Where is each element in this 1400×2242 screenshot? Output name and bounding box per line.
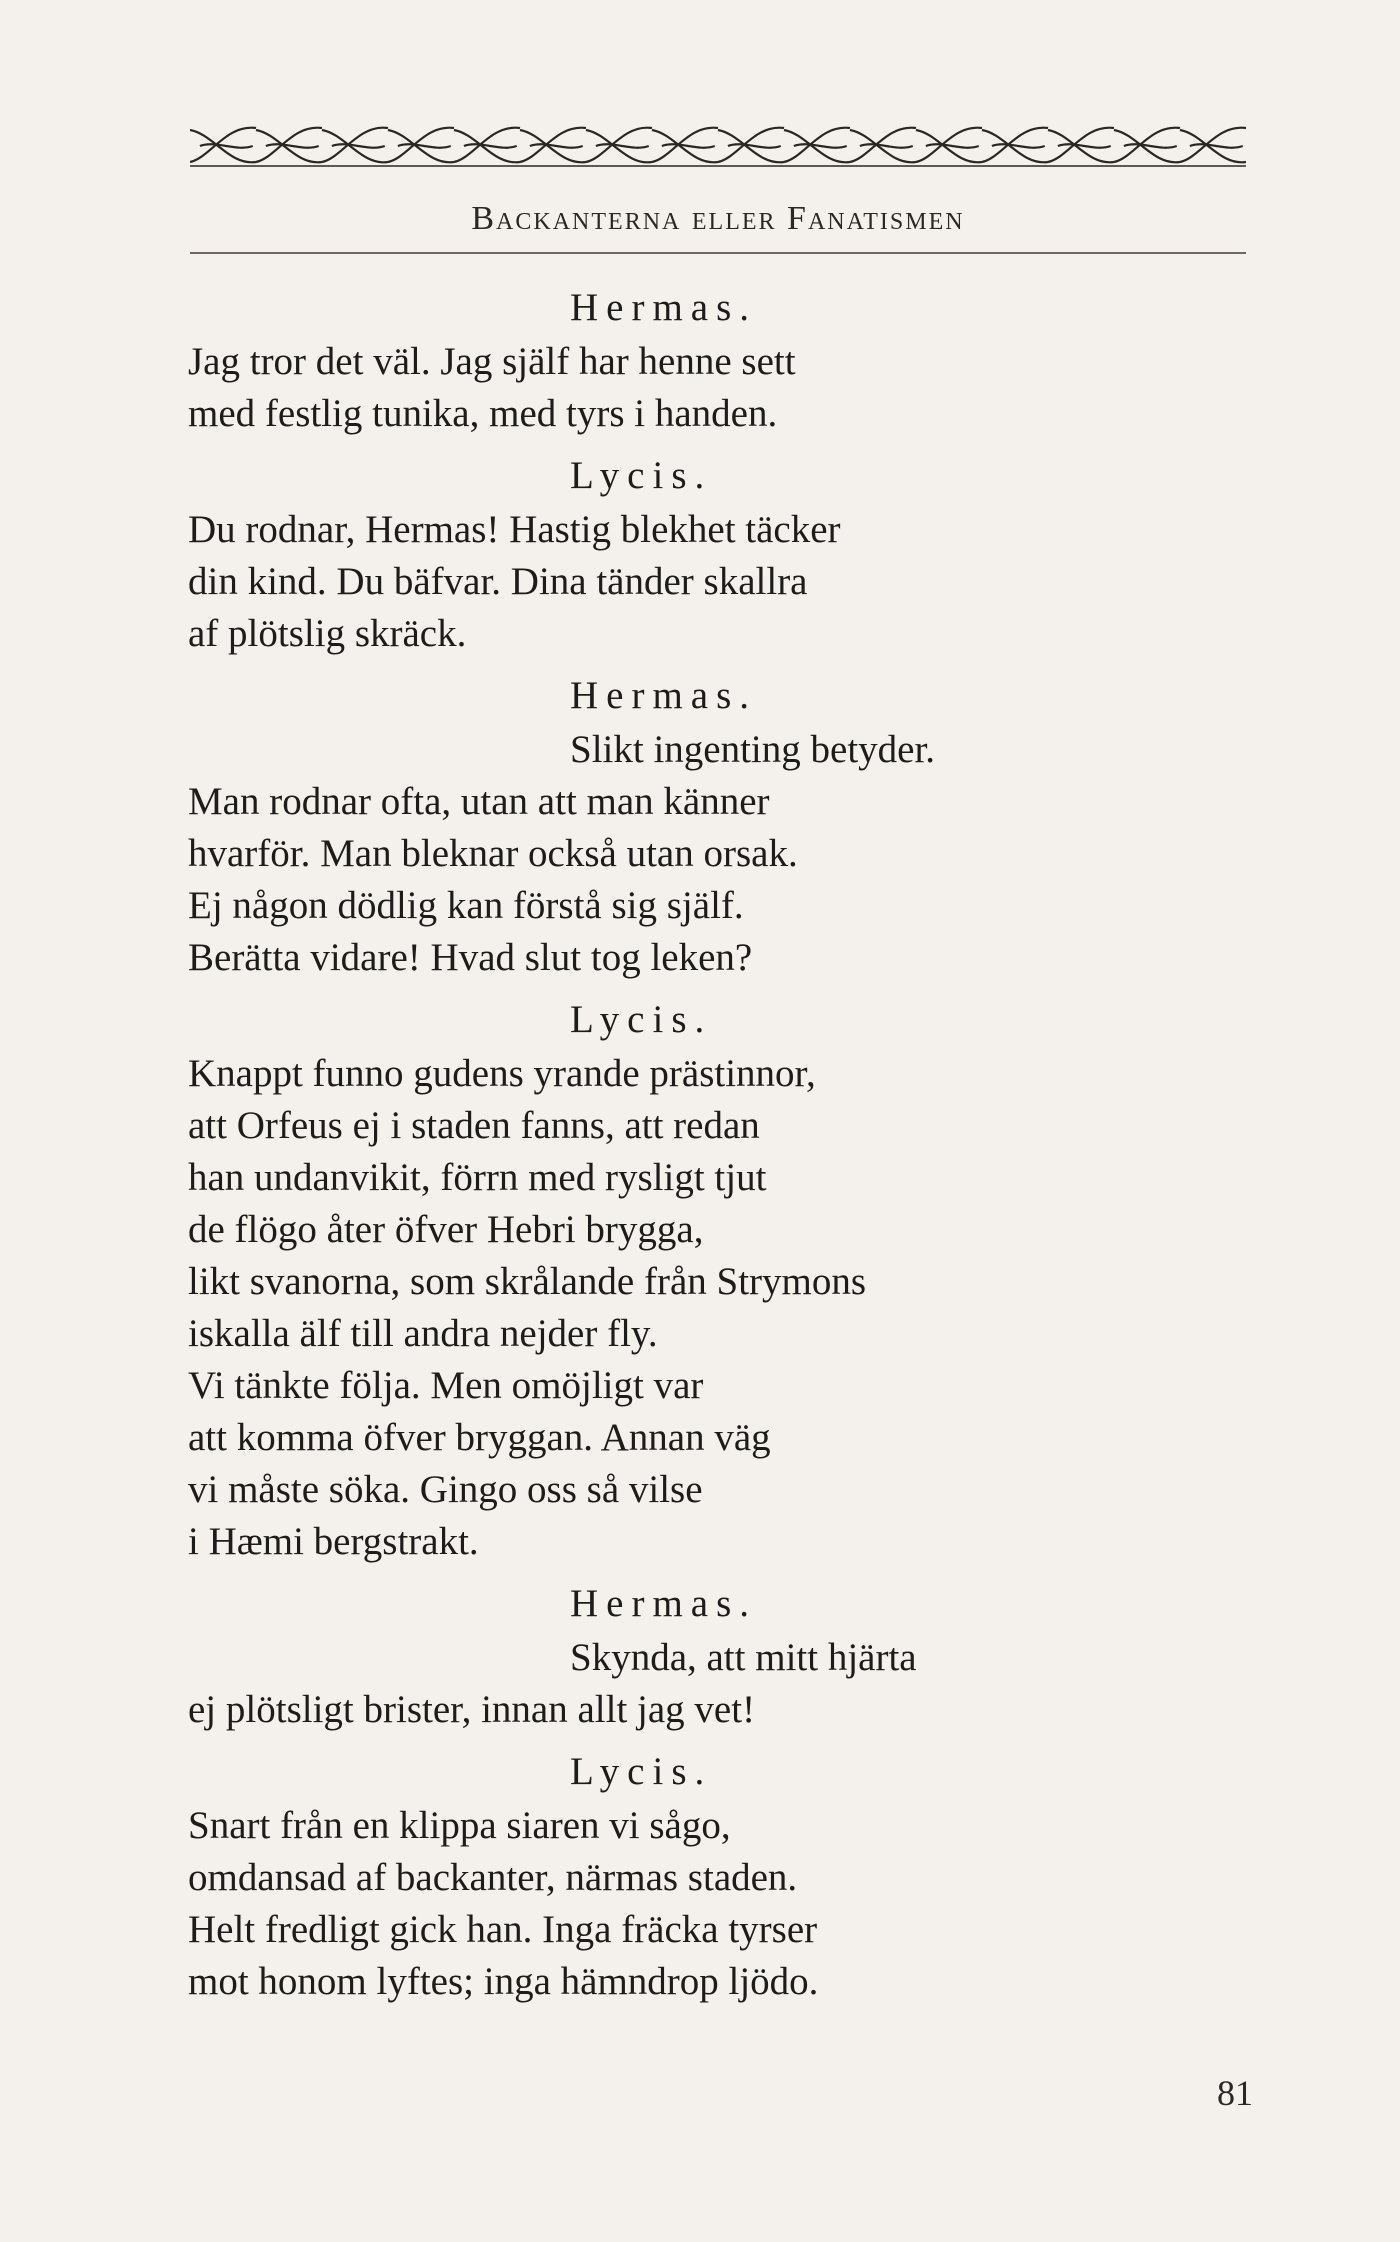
block-gap	[188, 1736, 1248, 1746]
verse-line: hvarför. Man bleknar också utan orsak.	[188, 832, 798, 875]
verse-line: Snart från en klippa siaren vi sågo,	[188, 1804, 731, 1847]
speaker-name: Lycis.	[570, 454, 713, 497]
verse-line: din kind. Du bäfvar. Dina tänder skallra	[188, 560, 808, 603]
verse-line: ej plötsligt brister, innan allt jag vet!	[188, 1688, 756, 1731]
verse-line: mot honom lyftes; inga hämndrop ljödo.	[188, 1960, 819, 2003]
poem-text	[188, 282, 1248, 2008]
header-rule	[190, 252, 1246, 254]
verse-line: med festlig tunika, med tyrs i handen.	[188, 392, 778, 435]
running-head: Backanterna eller Fanatismen	[471, 200, 965, 237]
speaker-name: Hermas.	[570, 674, 758, 717]
verse-line: Ej någon dödlig kan förstå sig själf.	[188, 884, 744, 927]
speaker-name: Hermas.	[570, 1582, 758, 1625]
verse-line: Helt fredligt gick han. Inga fräcka tyrser	[188, 1908, 818, 1951]
block-gap	[188, 440, 1248, 450]
block-gap	[188, 660, 1248, 670]
verse-line: i Hæmi bergstrakt.	[188, 1520, 479, 1563]
verse-line: Skynda, att mitt hjärta	[570, 1636, 917, 1679]
block-gap	[188, 1568, 1248, 1578]
verse-line: Berätta vidare! Hvad slut tog leken?	[188, 936, 753, 979]
verse-line: Man rodnar ofta, utan att man känner	[188, 780, 770, 823]
verse-line: Vi tänkte följa. Men omöjligt var	[188, 1364, 704, 1407]
verse-line: Knappt funno gudens yrande prästinnor,	[188, 1052, 816, 1095]
decorative-knot-border-icon	[190, 118, 1246, 174]
speaker-name: Lycis.	[570, 1750, 713, 1793]
speaker-name: Hermas.	[570, 286, 758, 329]
speaker-name: Lycis.	[570, 998, 713, 1041]
verse-line: Jag tror det väl. Jag själf har henne sett	[188, 340, 796, 383]
verse-line: att komma öfver bryggan. Annan väg	[188, 1416, 771, 1459]
page-number: 81	[1217, 2073, 1253, 2113]
verse-line: vi måste söka. Gingo oss så vilse	[188, 1468, 703, 1511]
verse-line: iskalla älf till andra nejder fly.	[188, 1312, 658, 1355]
block-gap	[188, 984, 1248, 994]
verse-line: Du rodnar, Hermas! Hastig blekhet täcker	[188, 508, 841, 551]
verse-line: att Orfeus ej i staden fanns, att redan	[188, 1104, 760, 1147]
verse-line: han undanvikit, förrn med rysligt tjut	[188, 1156, 767, 1199]
verse-line: likt svanorna, som skrålande från Strymons	[188, 1260, 867, 1303]
verse-line: Slikt ingenting betyder.	[570, 728, 936, 771]
verse-line: de flögo åter öfver Hebri brygga,	[188, 1208, 704, 1251]
verse-line: omdansad af backanter, närmas staden.	[188, 1856, 798, 1899]
verse-line: af plötslig skräck.	[188, 612, 467, 655]
